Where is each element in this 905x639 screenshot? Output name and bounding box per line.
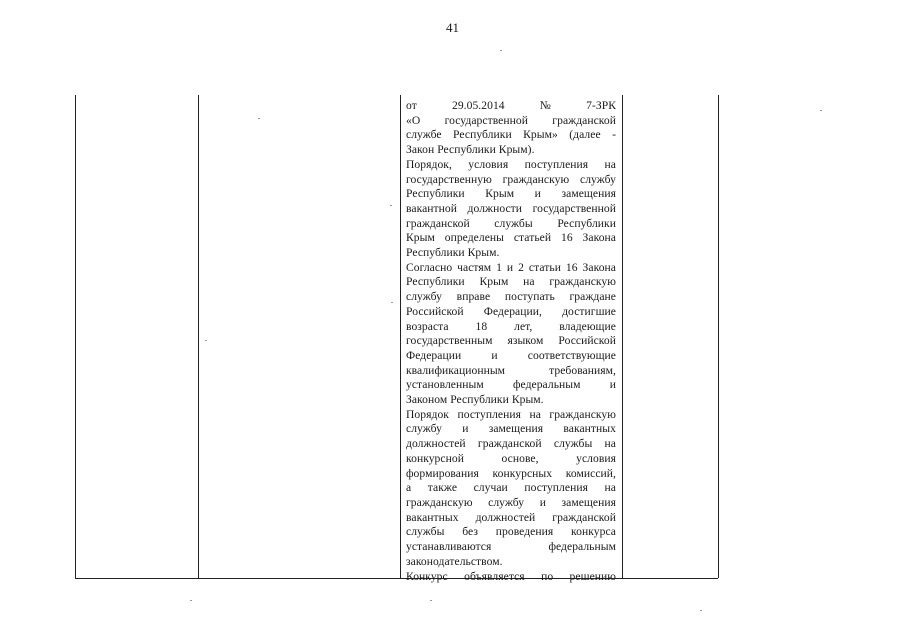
text-line: Согласно частям 1 и 2 статьи 16 Закона	[406, 260, 616, 274]
text-line: Конкурс объявляется по решению	[406, 569, 616, 583]
first-line-number-sign: №	[539, 99, 551, 112]
text-lines	[406, 114, 616, 585]
table-border-right	[718, 95, 719, 578]
text-line: службу вправе поступать граждане	[406, 290, 616, 304]
table-bottom-border	[75, 578, 718, 579]
page-number: 41	[446, 20, 459, 35]
text-line: гражданской службы Республики	[406, 216, 616, 230]
scan-speck	[391, 302, 393, 303]
scan-speck	[500, 50, 502, 51]
scan-speck	[700, 610, 702, 611]
table-cell-text	[406, 99, 616, 584]
text-line: Порядок поступления на гражданскую	[406, 407, 616, 421]
table-column-divider-3	[622, 95, 623, 578]
first-line-date: 29.05.2014	[451, 99, 505, 112]
text-line: квалификационным требованиям,	[406, 363, 616, 377]
text-line: Российской Федерации, достигшие	[406, 304, 616, 318]
table-column-divider-2	[400, 95, 401, 578]
text-line: установленным федеральным и	[406, 378, 616, 392]
text-line: вакантных должностей гражданской	[406, 510, 616, 524]
text-line: гражданскую службу и замещения	[406, 495, 616, 509]
text-line: государственную гражданскую службу	[406, 172, 616, 186]
text-line: службу и замещения вакантных	[406, 422, 616, 436]
text-line: Законом Республики Крым.	[406, 393, 544, 407]
text-line: Порядок, условия поступления на	[406, 157, 616, 171]
text-line: Крым определены статьей 16 Закона	[406, 231, 616, 245]
scan-speck	[430, 600, 432, 601]
scan-speck	[390, 205, 392, 206]
first-line-prefix: от	[406, 99, 417, 112]
scan-speck	[258, 118, 260, 119]
text-line: конкурсной основе, условия	[406, 451, 616, 465]
text-line: возраста 18 лет, владеющие	[406, 319, 616, 333]
text-line: устанавливаются федеральным	[406, 540, 616, 554]
text-line: а также случаи поступления на	[406, 481, 616, 495]
scan-speck	[190, 600, 192, 601]
text-line: формирования конкурсных комиссий,	[406, 466, 616, 480]
text-line: Республики Крым на гражданскую	[406, 275, 616, 289]
scan-speck	[820, 110, 822, 111]
table-column-divider-1	[198, 95, 199, 578]
text-line: вакантной должности государственной	[406, 201, 616, 215]
table-border-left	[75, 95, 76, 578]
text-line: «О государственной гражданской	[406, 113, 616, 127]
text-line: государственным языком Российской	[406, 334, 616, 348]
text-line: Республики Крым и замещения	[406, 187, 616, 201]
first-line-law-number: 7-ЗРК	[586, 99, 616, 112]
text-line: Федерации и соответствующие	[406, 348, 616, 362]
scan-speck	[205, 340, 207, 341]
first-line	[406, 99, 616, 114]
text-line: законодательством.	[406, 554, 503, 568]
text-line: Закон Республики Крым).	[406, 143, 535, 157]
text-line: Республики Крым.	[406, 246, 500, 260]
text-line: службы без проведения конкурса	[406, 525, 616, 539]
text-line: службе Республики Крым» (далее -	[406, 128, 616, 142]
text-line: должностей гражданской службы на	[406, 437, 616, 451]
